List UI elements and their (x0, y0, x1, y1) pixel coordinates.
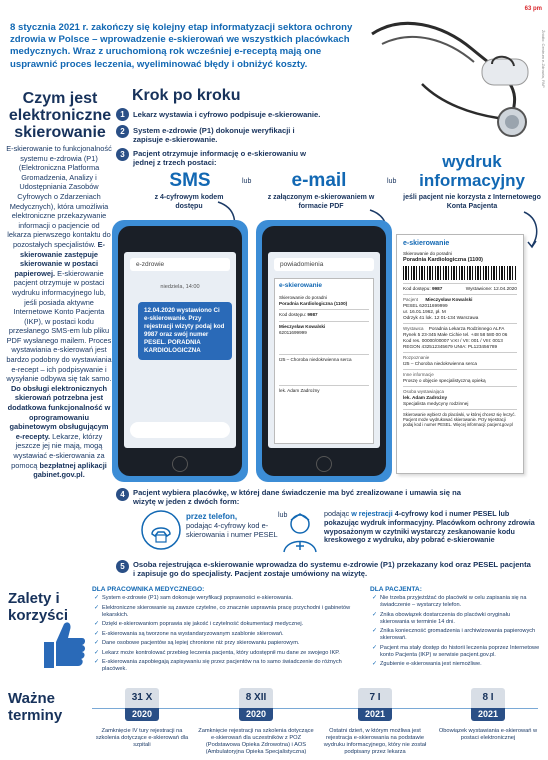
email-phone-screen (268, 252, 380, 448)
printout-document (396, 234, 524, 474)
printout-issuer-ids: Kod res. 00000/00007 V.KI / VII: 001 / VIII: 0013 REGON 432512345679 UNIA: PL123456789 (403, 338, 503, 349)
option-reg-pre: podając (324, 509, 350, 518)
term-4 (436, 688, 540, 742)
sms-search-label: e-zdrowie (136, 261, 165, 268)
printout-diag-label: Rozpoznanie (403, 355, 430, 360)
step-5-badge: 5 (116, 560, 129, 573)
printout-patient-label: Pacjent (403, 297, 419, 302)
patient-item: ✓ Pacjent ma stały dostęp do historii leczenia poprzez Internetowe konto Pacjenta (IKP) w serwisie pacjent.gov.pl. (372, 645, 540, 659)
patient-head: DLA PACJENTA: (370, 586, 422, 593)
term-4-day: 8 I (471, 688, 505, 708)
or-label-1: lub (242, 178, 252, 185)
staff-item: ✓ Elektroniczne skierowanie są zawsze czytelne, co znacznie usprawnia pracę przychodni i gabinetów lekarskich. (94, 605, 360, 619)
patient-item: ✓ Znika obowiązek dostarczenia do placówki oryginału skierowania w terminie 14 dni. (372, 612, 540, 626)
printout-info-label: Inne informacje (403, 372, 434, 377)
left-body-bold-2: Do obsługi elektronicznych skierowań potrzebna jest dodatkowa funkcjonalność w oprogramowaniu gabinetowym obsługującym e-recepty. (7, 383, 111, 441)
printout-sub: Poradnia Kardiologiczna (1100) (403, 257, 483, 263)
step-4-text: Pacjent wybiera placówkę, w której dane świadczenie ma być zrealizowane i umawia się na wizytę w jeden z dwóch form: (133, 488, 461, 507)
or-label-3: lub (278, 512, 288, 519)
printout-pesel: PESEL 62011699999 (403, 303, 448, 308)
printout-issuer-addr: Rynek 5 23-345 Małe Cichie tel. +48 58 580 00 06 (403, 332, 508, 337)
calendar-icon (471, 688, 505, 724)
printout-address: Odrzyk 41 lok. 12 01-134 Warszawa (403, 315, 479, 320)
left-body-2: E-skierowanie pacjent otrzymuje w postaci wydruku informacyjnego lub, jeśli posiada aktywne Internetowe Konto Pacjenta (IKP), w postaci kodu przesłanego SMS-em lub pliku PDF wysłanego mailem. Proces wystawiania e-skierowań jest bardzo podobny do wystawiania e-recept – ich podpisywanie i wysyłanie odbywa się tak samo. (6, 268, 112, 384)
option-reg-text: 4-cyfrowy kod i numer PESEL lub pokazując wydruk informacyjny. Placówkom ochrony zdrowia wyposażonym w czytniki wystarczy zeskanowanie kodu kreskowego z wydruku, aby pobrać e-skierowanie (324, 509, 535, 545)
staff-item: ✓ Dzięki e-skierowaniom poprawia się jakość i czytelność dokumentacji medycznej. (94, 621, 360, 628)
calendar-icon (125, 688, 159, 724)
staff-item: ✓ Dane osobowe pacjentów są lepiej chronione niż przy skierowaniu papierowym. (94, 640, 360, 647)
email-search-label: powiadomienia (280, 261, 324, 268)
left-body (6, 144, 112, 480)
step-2-text: System e-zdrowie (P1) dokonuje weryfikacji i zapisuje e-skierowanie. (133, 126, 295, 145)
step-1-text: Lekarz wystawia i cyfrowo podpisuje e-skierowanie. (133, 110, 321, 119)
email-phone (262, 226, 386, 476)
stethoscope-illustration (362, 4, 548, 150)
home-button[interactable] (316, 456, 332, 472)
printout-issued: Wystawione: 12.04.2020 (465, 286, 517, 291)
intro-text: 8 stycznia 2021 r. zakończy się kolejny etap informatyzacji sektora ochrony zdrowia w Polsce – wprowadzenie e-skierowań we wszystkich placówkach medycznych. Wraz z uruchomioną rok wcześniej e-receptą mają one usprawnić proces leczenia, wyeliminować błędy i obniżyć koszty. (10, 22, 353, 70)
email-code: 9987 (307, 312, 318, 318)
option-phone (186, 512, 286, 539)
printout-code: 9987 (431, 286, 443, 291)
advantages-title: Zalety i korzyści (8, 590, 69, 624)
printout-code-label: Kod dostępu: (403, 286, 431, 291)
printout-born: ur. 16.01.1962, pł. M (403, 309, 446, 314)
step-3-text: Pacjent otrzymuje informację o e-skierowaniu w jednej z trzech postaci: (133, 149, 307, 168)
printout-issuer-label: Wystawca (403, 326, 424, 331)
term-2-text: Zamknięcie rejestracji na szkolenia dotyczące e-skierowań dla uczestników z POZ (Podstawowa Opieka Zdrowotna) i AOS (Ambulatoryjna Opieka Specjalistyczna) (198, 728, 314, 755)
left-body-bold-1: E-skierowanie zastępuje skierowanie w postaci papierowej. (14, 239, 106, 278)
option-phone-title: przez telefon, (186, 512, 238, 521)
patient-item: ✓ Nie trzeba przyjeżdżać do placówki w celu zapisania się na świadczenie – wystarczy telefon. (372, 595, 540, 609)
advantages-patient (370, 586, 540, 593)
staff-head: DLA PRACOWNIKA MEDYCZNEGO: (92, 586, 205, 593)
term-3-day: 7 I (358, 688, 392, 708)
step-4-badge: 4 (116, 488, 129, 501)
printout-info: Proszę o objęcie specjalistyczną opieką (403, 378, 486, 383)
phone-icon (140, 508, 182, 552)
email-doc-title: Skierowanie do poradni (279, 294, 328, 300)
printout-signer: lek. Adam Zadrożny (403, 395, 448, 400)
step-5-text: Osoba rejestrująca e-skierowanie wprowadza do systemu e-zdrowie (P1) przekazany kod oraz PESEL pacjenta i zapisuje go do specjalisty. Pacjent zostaje umówiony na wizytę. (133, 560, 531, 579)
email-pesel: 62011699999 (279, 329, 307, 335)
left-title: Czym jest elektroniczne skierowanie (8, 90, 112, 141)
term-1-year: 2020 (125, 708, 159, 721)
email-code-label: Kod dostępu: (279, 312, 307, 318)
sms-phone (118, 226, 242, 476)
left-body-1: E-skierowanie to funkcjonalność systemu e-zdrowia (P1) (Elektroniczna Platforma Gromadzenia, Analizy i Udostępniania Zasobów Cyfrowych o Zdarzeniach Medycznych), która umożliwia elektroniczne przekazywanie informacji o pacjencie od lekarza pierwszego kontaktu do pozostałych specjalistów. (6, 144, 112, 249)
option-registration (324, 510, 538, 545)
term-3-text: Ostatni dzień, w którym możliwa jest rejestracja e-skierowania na podstawie wydruku informacyjnego, który nie został podpisany przez lekarza (323, 728, 427, 755)
email-label: e-mail (291, 170, 347, 191)
home-button[interactable] (172, 456, 188, 472)
term-2-day: 8 XII (239, 688, 273, 708)
term-3 (320, 688, 430, 756)
term-2-year: 2020 (239, 708, 273, 721)
printout-title: Skierowanie do poradni (403, 251, 452, 256)
barcode (403, 266, 517, 280)
staff-item: ✓ Lekarz może kontrolować przebieg leczenia pacjenta, który udostępnił mu dane ze swojego IKP. (94, 650, 360, 657)
printout-issuer: Poradnia Lekarza Rodzinnego ALFA (428, 326, 505, 331)
printout-footer: Skierowanie wybierz do placówki, w której chcesz się leczyć. Pacjent może wydrukować skierowanie. Przy rejestracji podaj kod i numer PESEL. Więcej informacji: pacjent.gov.pl (403, 409, 517, 430)
terms-title: Ważne terminy (8, 690, 63, 724)
sms-search-bar[interactable] (130, 258, 230, 271)
email-doc-sub: Poradnia Kardiologiczna (1100) (279, 300, 348, 306)
patient-item: ✓ Zgubienie e-skierowania jest niemożliwe. (372, 661, 540, 668)
staff-item: ✓ E-skierowania zapobiegają zapisywaniu się przez pacjentów na to samo świadczenie do różnych placówek. (94, 659, 360, 673)
printout-signer-spec: Specjalista medycyny rodzinnej (403, 401, 469, 406)
nurse-icon (280, 508, 320, 554)
left-body-3: Lekarze, którzy jeszcze jej nie mają, mogą wystawiać e-skierowania za pomocą (11, 431, 105, 470)
thumbs-up-icon (40, 618, 86, 670)
steps-title: Krok po kroku (132, 87, 241, 104)
sms-date: niedziela, 14:00 (160, 284, 200, 290)
staff-item: ✓ System e-zdrowie (P1) sam dokonuje weryfikacji poprawności e-skierowania. (94, 595, 360, 602)
patient-list (372, 595, 540, 671)
email-attachment-doc[interactable] (274, 278, 374, 444)
term-4-text: Obowiązek wystawiania e-skierowań w postaci elektronicznej (438, 728, 538, 741)
print-sub-label: jeśli pacjent nie korzysta z Internetowego Konta Pacjenta (403, 194, 541, 210)
email-search-bar[interactable] (274, 258, 374, 271)
printout-patient: Mieczysław Kowalski (425, 297, 473, 302)
staff-list (94, 595, 360, 676)
sms-label: SMS (169, 170, 211, 191)
calendar-icon (239, 688, 273, 724)
sms-sub-label: z 4-cyfrowym kodem dostępu (154, 194, 224, 210)
term-1-text: Zamknięcie IV tury rejestracji na szkolenia dotyczące e-skierowań dla szpitali (95, 728, 189, 748)
source-credit: Źródło: Centrum e-Zdrowia, PAP (541, 30, 546, 88)
term-2 (196, 688, 316, 756)
email-doctor: lek. Adam Zadrożny (279, 385, 369, 394)
step-1-badge: 1 (116, 108, 129, 121)
email-doc-logo: e-skierowanie (279, 282, 322, 289)
printout-diagnosis: I25 – Choroba niedokrwienna serca (403, 361, 478, 366)
sms-reply-field[interactable] (130, 422, 230, 438)
printout-logo: e-skierowanie (403, 240, 450, 247)
option-phone-text: podając 4-cyfrowy kod e-skierowania i numer PESEL (186, 521, 278, 539)
step-3-badge: 3 (116, 148, 129, 161)
term-4-year: 2021 (471, 708, 505, 721)
email-sub-label: z załączonym e-skierowaniem w formacie PDF (267, 194, 375, 210)
term-3-year: 2021 (358, 708, 392, 721)
print-label: wydruk informacyjny (419, 152, 525, 190)
term-1 (92, 688, 192, 749)
brand-logo: 63 pm (524, 6, 542, 12)
staff-item: ✓ E-skierowania są tworzone na wystandaryzowanym szablonie skierowań. (94, 631, 360, 638)
sms-phone-screen (124, 252, 236, 448)
term-1-day: 31 X (125, 688, 159, 708)
sms-message: 12.04.2020 wystawiono Ci e-skierowanie. Przy rejestracji wizyty podaj kod 9987 oraz swój numer PESEL. PORADNIA KARDIOLOGICZNA (138, 302, 232, 360)
email-patient: Mieczysław Kowalski (279, 324, 326, 330)
or-label-2: lub (387, 178, 397, 185)
calendar-icon (358, 688, 392, 724)
option-reg-title: w rejestracji (351, 509, 393, 518)
patient-item: ✓ Znika konieczność gromadzenia i archiwizowania papierowych skierowań. (372, 628, 540, 642)
email-diagnosis: I25 – Choroba niedokrwienna serca (279, 354, 369, 363)
step-2-badge: 2 (116, 125, 129, 138)
printout-signer-label: Osoba wystawiająca (403, 389, 445, 394)
left-body-bold-3: bezpłatnej aplikacji gabinet.gov.pl. (33, 460, 107, 480)
